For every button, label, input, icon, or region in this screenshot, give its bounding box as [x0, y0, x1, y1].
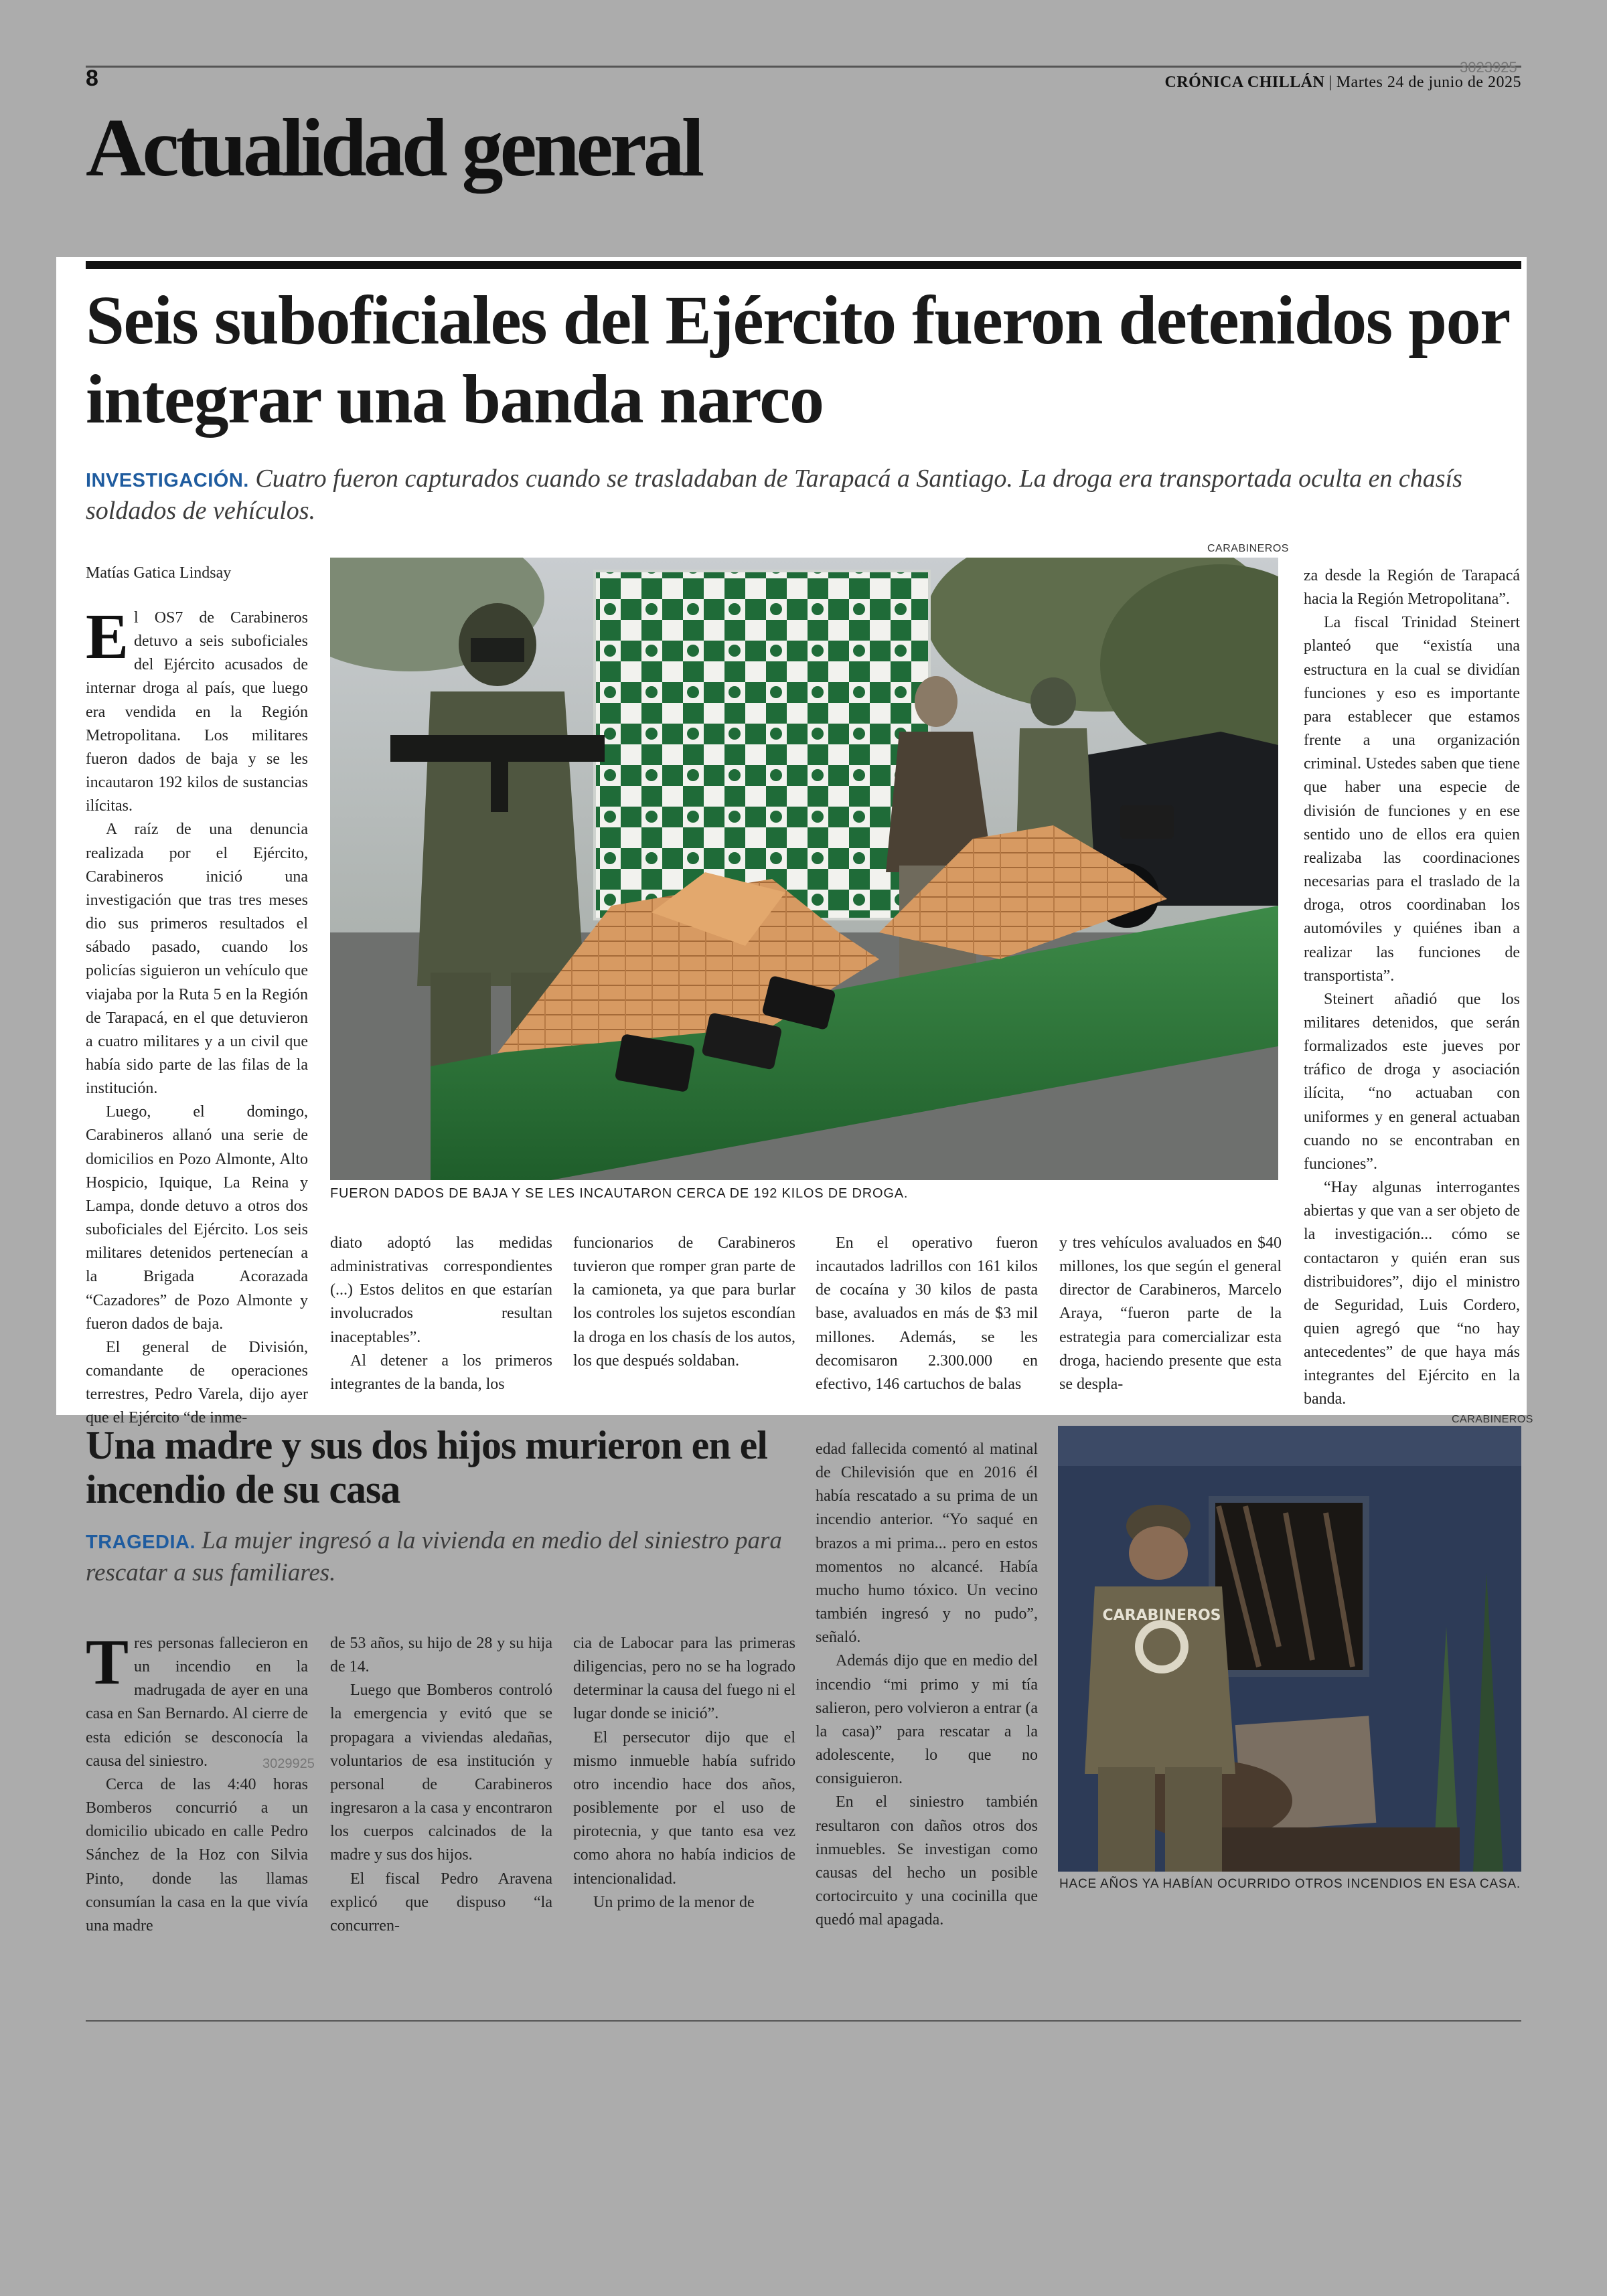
watermark: 3023925: [1460, 59, 1517, 76]
article-paragraph: Un primo de la menor de: [593, 1893, 755, 1911]
article-paragraph: diato adoptó las medidas administrativas correspondientes (...) Estos delitos en que estarían involucrados resultan inaceptables”.: [330, 1234, 552, 1346]
article-paragraph: Cerca de las 4:40 horas Bomberos concurrió a un domicilio ubicado en calle Pedro Sánchez de la Hoz con Silvia Pinto, donde las llamas consumían la casa en la que vivía una madre: [86, 1775, 308, 1935]
article-paragraph: “Hay algunas interrogantes abiertas y que van a ser objeto de la investigación... cómo se contactaron y quién eran sus distribuidores”, dijo el ministro de Seguridad, Luis Cordero, quien agregó que “no hay antecedentes” de que haya más integrantes del Ejército en la banda.: [1304, 1179, 1520, 1408]
article-paragraph: za desde la Región de Tarapacá hacia la Región Metropolitana”.: [1304, 567, 1520, 608]
second-article-column-2: [330, 1632, 552, 1938]
article-paragraph: A raíz de una denuncia realizada por el Ejército, Carabineros inició una investigación que tras tres meses dio sus primeros resultados el sábado pasado, cuando los policías siguieron un vehículo que viajaba por la Ruta 5 en la Región de Tarapacá, en el que detuvieron a cuatro militares y a un civil que había sido parte de las filas de la institución.: [86, 821, 308, 1098]
article-paragraph: El fiscal Pedro Aravena explicó que dispuso “la concurren-: [330, 1870, 552, 1935]
article-deck: [86, 463, 1519, 527]
photo-credit: CARABINEROS: [1207, 543, 1289, 554]
article-paragraph: La fiscal Trinidad Steinert planteó que “existía una estructura en la cual se dividían funciones y eso es importante para establecer que estamos frente a una organización criminal. Ustedes saben que tiene que haber una especie de división de funciones y en ese sentido uno de ellos era quien realizaba las coordinaciones necesarias para el traslado de la droga, otros coordinaban los automóviles y quiénes iban a realizar las funciones de transportista”.: [1304, 614, 1520, 985]
photo-credit: CARABINEROS: [1452, 1414, 1533, 1425]
article-column-1: [86, 600, 308, 1430]
article-paragraph: cia de Labocar para las primeras diligencias, pero no se ha logrado determinar la causa del fuego ni el lugar donde se inició”.: [573, 1635, 795, 1723]
article-column-3: [573, 1232, 795, 1373]
article-paragraph: Luego que Bomberos controló la emergencia y evitó que se propagara a viviendas aledañas, voluntarios de esa institución y personal de Carabineros ingresaron a la casa y encontraron los cuerpos calcinados de la madre y sus dos hijos.: [330, 1682, 552, 1864]
article-paragraph: Al detener a los primeros integrantes de la banda, los: [330, 1351, 552, 1393]
article-paragraph: En el operativo fueron incautados ladrillos con 161 kilos de cocaína y 30 kilos de pasta base, avaluados en más de $3 mil millones. Además, se les decomisaron 2.300.000 en efectivo, 146 cartuchos de balas: [816, 1234, 1038, 1393]
article-headline: Seis suboficiales del Ejército fueron detenidos por integrar una banda narco: [86, 282, 1509, 438]
article-kicker: INVESTIGACIÓN.: [86, 470, 249, 491]
vest-lettering: CARABINEROS: [1102, 1607, 1221, 1624]
drop-cap: T: [86, 1626, 129, 1698]
article-paragraph: Luego, el domingo, Carabineros allanó una serie de domicilios en Pozo Almonte, Alto Hospicio, Iquique, La Reina y Lampa, donde detuvo a otros dos suboficiales del Ejército. Los seis militares detenidos pertenecían a la Brigada Acorazada “Cazadores” de Pozo Almonte y fueron dados de baja.: [86, 1103, 308, 1333]
article-paragraph: funcionarios de Carabineros tuvieron que romper gran parte de la camioneta, ya que para burlar los controles los sujetos escondían la droga en los chasís de los autos, los que después soldaban.: [573, 1234, 795, 1370]
page-number: 8: [86, 66, 98, 91]
second-article-deck-text: La mujer ingresó a la vivienda en medio del siniestro para rescatar a sus familiares.: [86, 1527, 782, 1587]
photo-caption: HACE AÑOS YA HABÍAN OCURRIDO OTROS INCENDIOS EN ESA CASA.: [1059, 1877, 1521, 1891]
second-article-kicker: TRAGEDIA.: [86, 1532, 196, 1553]
article-column-4: [816, 1232, 1038, 1396]
article-paragraph: de 53 años, su hijo de 28 y su hija de 14.: [330, 1635, 552, 1676]
watermark: 3029925: [262, 1756, 315, 1771]
second-article-deck: [86, 1525, 795, 1589]
article-paragraph: El persecutor dijo que el mismo inmueble había sufrido otro incendio hace dos años, posiblemente por el uso de pirotecnia, y que tanto esa vez como ahora no había indicios de intencionalidad.: [573, 1728, 795, 1888]
article-paragraph: Steinert añadió que los militares detenidos, que serán formalizados este jueves por tráfico de droga y asociación ilícita, “no actuaban con uniformes y en general actuaban cuando no se encontraban en funciones”.: [1304, 990, 1520, 1173]
top-article-rule: [86, 261, 1521, 269]
article-column-6: [1304, 564, 1520, 1412]
second-article-column-1: [86, 1626, 308, 1938]
drop-cap: E: [86, 600, 129, 672]
drug-seizure-photo-illustration: [330, 558, 1278, 1180]
header-rule: [86, 66, 1521, 68]
masthead-separator: |: [1328, 74, 1332, 91]
bottom-rule: [86, 2020, 1521, 2022]
second-article-headline: Una madre y sus dos hijos murieron en el incendio de su casa: [86, 1423, 767, 1511]
article-byline: Matías Gatica Lindsay: [86, 564, 232, 582]
article-column-2: [330, 1232, 552, 1396]
publication-name: CRÓNICA CHILLÁN: [1164, 74, 1325, 91]
article-paragraph: y tres vehículos avaluados en $40 millones, los que según el general director de Carabineros, Marcelo Araya, “fueron parte de la estrategia para comercializar esta droga, haciendo presente que esta se despla-: [1059, 1234, 1282, 1393]
masthead: [1165, 74, 1521, 92]
publication-date: Martes 24 de junio de 2025: [1336, 74, 1521, 91]
article-paragraph: Además dijo que en medio del incendio “mi primo y mi tía salieron, pero volvieron a entrar (a la casa)” para rescatar a la adolescente, lo que no consiguieron.: [816, 1652, 1038, 1788]
article-paragraph: El general de División, comandante de operaciones terrestres, Pedro Varela, dijo ayer que el Ejército “de inme-: [86, 1338, 308, 1427]
article-paragraph: edad fallecida comentó al matinal de Chilevisión que en 2016 él había rescatado a su prima de un incendio anterior. “Yo saqué en brazos a mi prima... pero en estos momentos no alcancé. Había mucho humo tóxico. Un vecino también ingresó y no pudo”, señaló.: [816, 1441, 1038, 1647]
article-paragraph: En el siniestro también resultaron con daños otros dos inmuebles. Se investigan como causas del hecho un posible cortocircuito y una cocinilla que quedó mal apagada.: [816, 1793, 1038, 1929]
second-article-column-4: [816, 1438, 1038, 1932]
article-column-5: [1059, 1232, 1282, 1396]
burned-house-photo: [1058, 1426, 1521, 1872]
article-paragraph: El OS7 de Carabineros detuvo a seis suboficiales del Ejército acusados de internar droga al país, que luego era vendida en la Región Metropolitana. Los militares fueron dados de baja y se les incautaron 192 kilos de sustancias ilícitas.: [86, 600, 308, 815]
article-deck-text: Cuatro fueron capturados cuando se trasladaban de Tarapacá a Santiago. La droga era transportada oculta en chasís soldados de vehículos.: [86, 465, 1462, 525]
second-article-column-3: [573, 1632, 795, 1914]
section-title: Actualidad general: [86, 102, 702, 193]
article-paragraph: Tres personas fallecieron en un incendio en la madrugada de ayer en una casa en San Bernardo. Al cierre de esta edición se desconocía la causa del siniestro.: [86, 1626, 308, 1770]
drug-seizure-photo: [330, 558, 1278, 1180]
burned-house-photo-illustration: [1058, 1426, 1521, 1872]
photo-caption: FUERON DADOS DE BAJA Y SE LES INCAUTARON CERCA DE 192 KILOS DE DROGA.: [330, 1186, 909, 1201]
